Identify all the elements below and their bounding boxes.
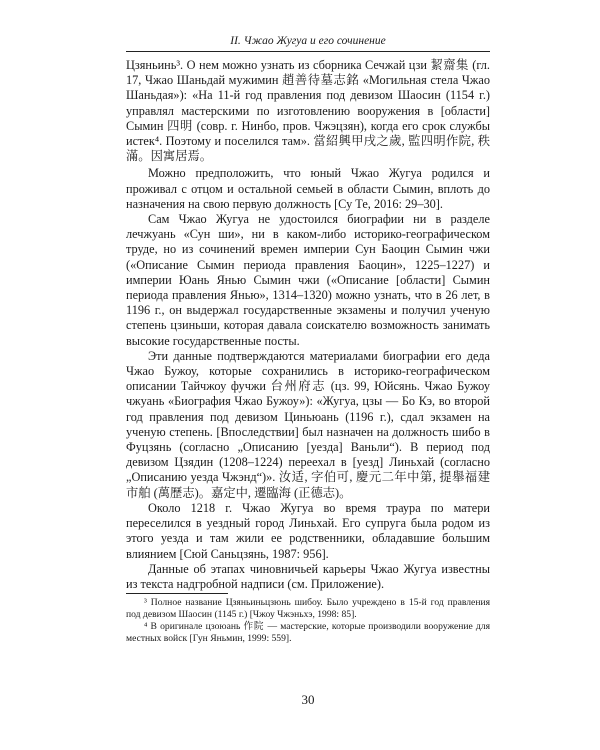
page-number: 30 — [301, 692, 315, 707]
footnote-rule — [126, 593, 228, 594]
paragraph-6: Данные об этапах чиновничьей карьеры Чжао Жугуа известны из текста надгробной надписи (см. Приложение). — [126, 561, 490, 591]
paragraph-2: Можно предположить, что юный Чжао Жугуа родился и проживал с отцом и остальной семьей в области Сымин, вплоть до назначения на свою первую должность [Су Те, 2016: 29–30]. — [126, 166, 490, 211]
body-text — [126, 58, 490, 592]
footnote-4: ⁴ В оригинале цзоюань 作院 — мастерские, которые производили вооружение для местных войск [Гун Яньмин, 1999: 559]. — [126, 621, 490, 644]
paragraph-1: Цзяньинь³. О нем можно узнать из сборника Сечжай цзи 絜齋集 (гл. 17, Чжао Шаньдай мужимин 趙善待墓志銘 «Могильная стела Чжао Шаньдая»): «На 11-й год правления под девизом Шаосин (1154 г.) управлял мастерскими по изготовлению вооружения в [области] Сымин 四明 (совр. г. Нинбо, пров. Чжэцзян), когда его срок службы истек⁴. Поэтому и поселился там». 當紹興甲戌之歲, 監四明作院, 秩滿。因寓居焉。 — [126, 58, 490, 164]
footnote-3: ³ Полное название Цзяньиньцзюнь шибоу. Было учреждено в 15-й год правления под девизом Шаосин (1145 г.) [Чжоу Чжэньхэ, 1998: 85]. — [126, 597, 490, 620]
paragraph-4: Эти данные подтверждаются материалами биографии его деда Чжао Бужоу, которые сохранились в историко-географическом описании Тайчжоу фучжи 台州府志 (цз. 99, Юйсянь. Чжао Бужоу чжуань «Биография Чжао Бужоу»): «Жугуа, цзы — Бо Кэ, во второй год правления под девизом Циньюань (1196 г.), сдал экзамен на ученую степень. [Впоследствии] был назначен на должность шибо в Фуцзянь (согласно „Описанию [уезда] Ваньли“). В период под девизом Цзядин (1208–1224) переехал в [уезд] Линьхай (согласно „Описанию уезда Чжэнд“)». 汝适, 字伯可, 慶元二年中第, 提舉福建市舶 (萬歷志)。嘉定中, 遷臨海 (正德志)。 — [126, 348, 490, 500]
paragraph-5: Около 1218 г. Чжао Жугуа во время траура по матери переселился в уездный город Линьхай. Его супруга была родом из этого уезда и там жили ее родственники, обладавшие большим влиянием [Сюй Саньцзянь, 1987: 956]. — [126, 500, 490, 561]
paragraph-3: Сам Чжао Жугуа не удостоился биографии ни в разделе лечжуань «Сун ши», ни в каком-либо историко-географическом труде, но из сочинений времен империи Сун Баоцин Сымин чжи («Описание Сымин периода правления Баоцин», 1225–1227) и империи Юань Янью Сымин чжи («Описание [области] Сымин периода правления Янью», 1314–1320) можно узнать, что в 26 лет, в 1196 г., он выдержал государственные экзамены и получил ученую степень цзиньши, которая давала соискателю возможность занимать высокие государственные посты. — [126, 212, 490, 348]
header-rule — [126, 51, 490, 52]
footnotes — [126, 597, 490, 645]
running-head: II. Чжао Жугуа и его сочинение — [230, 35, 386, 47]
